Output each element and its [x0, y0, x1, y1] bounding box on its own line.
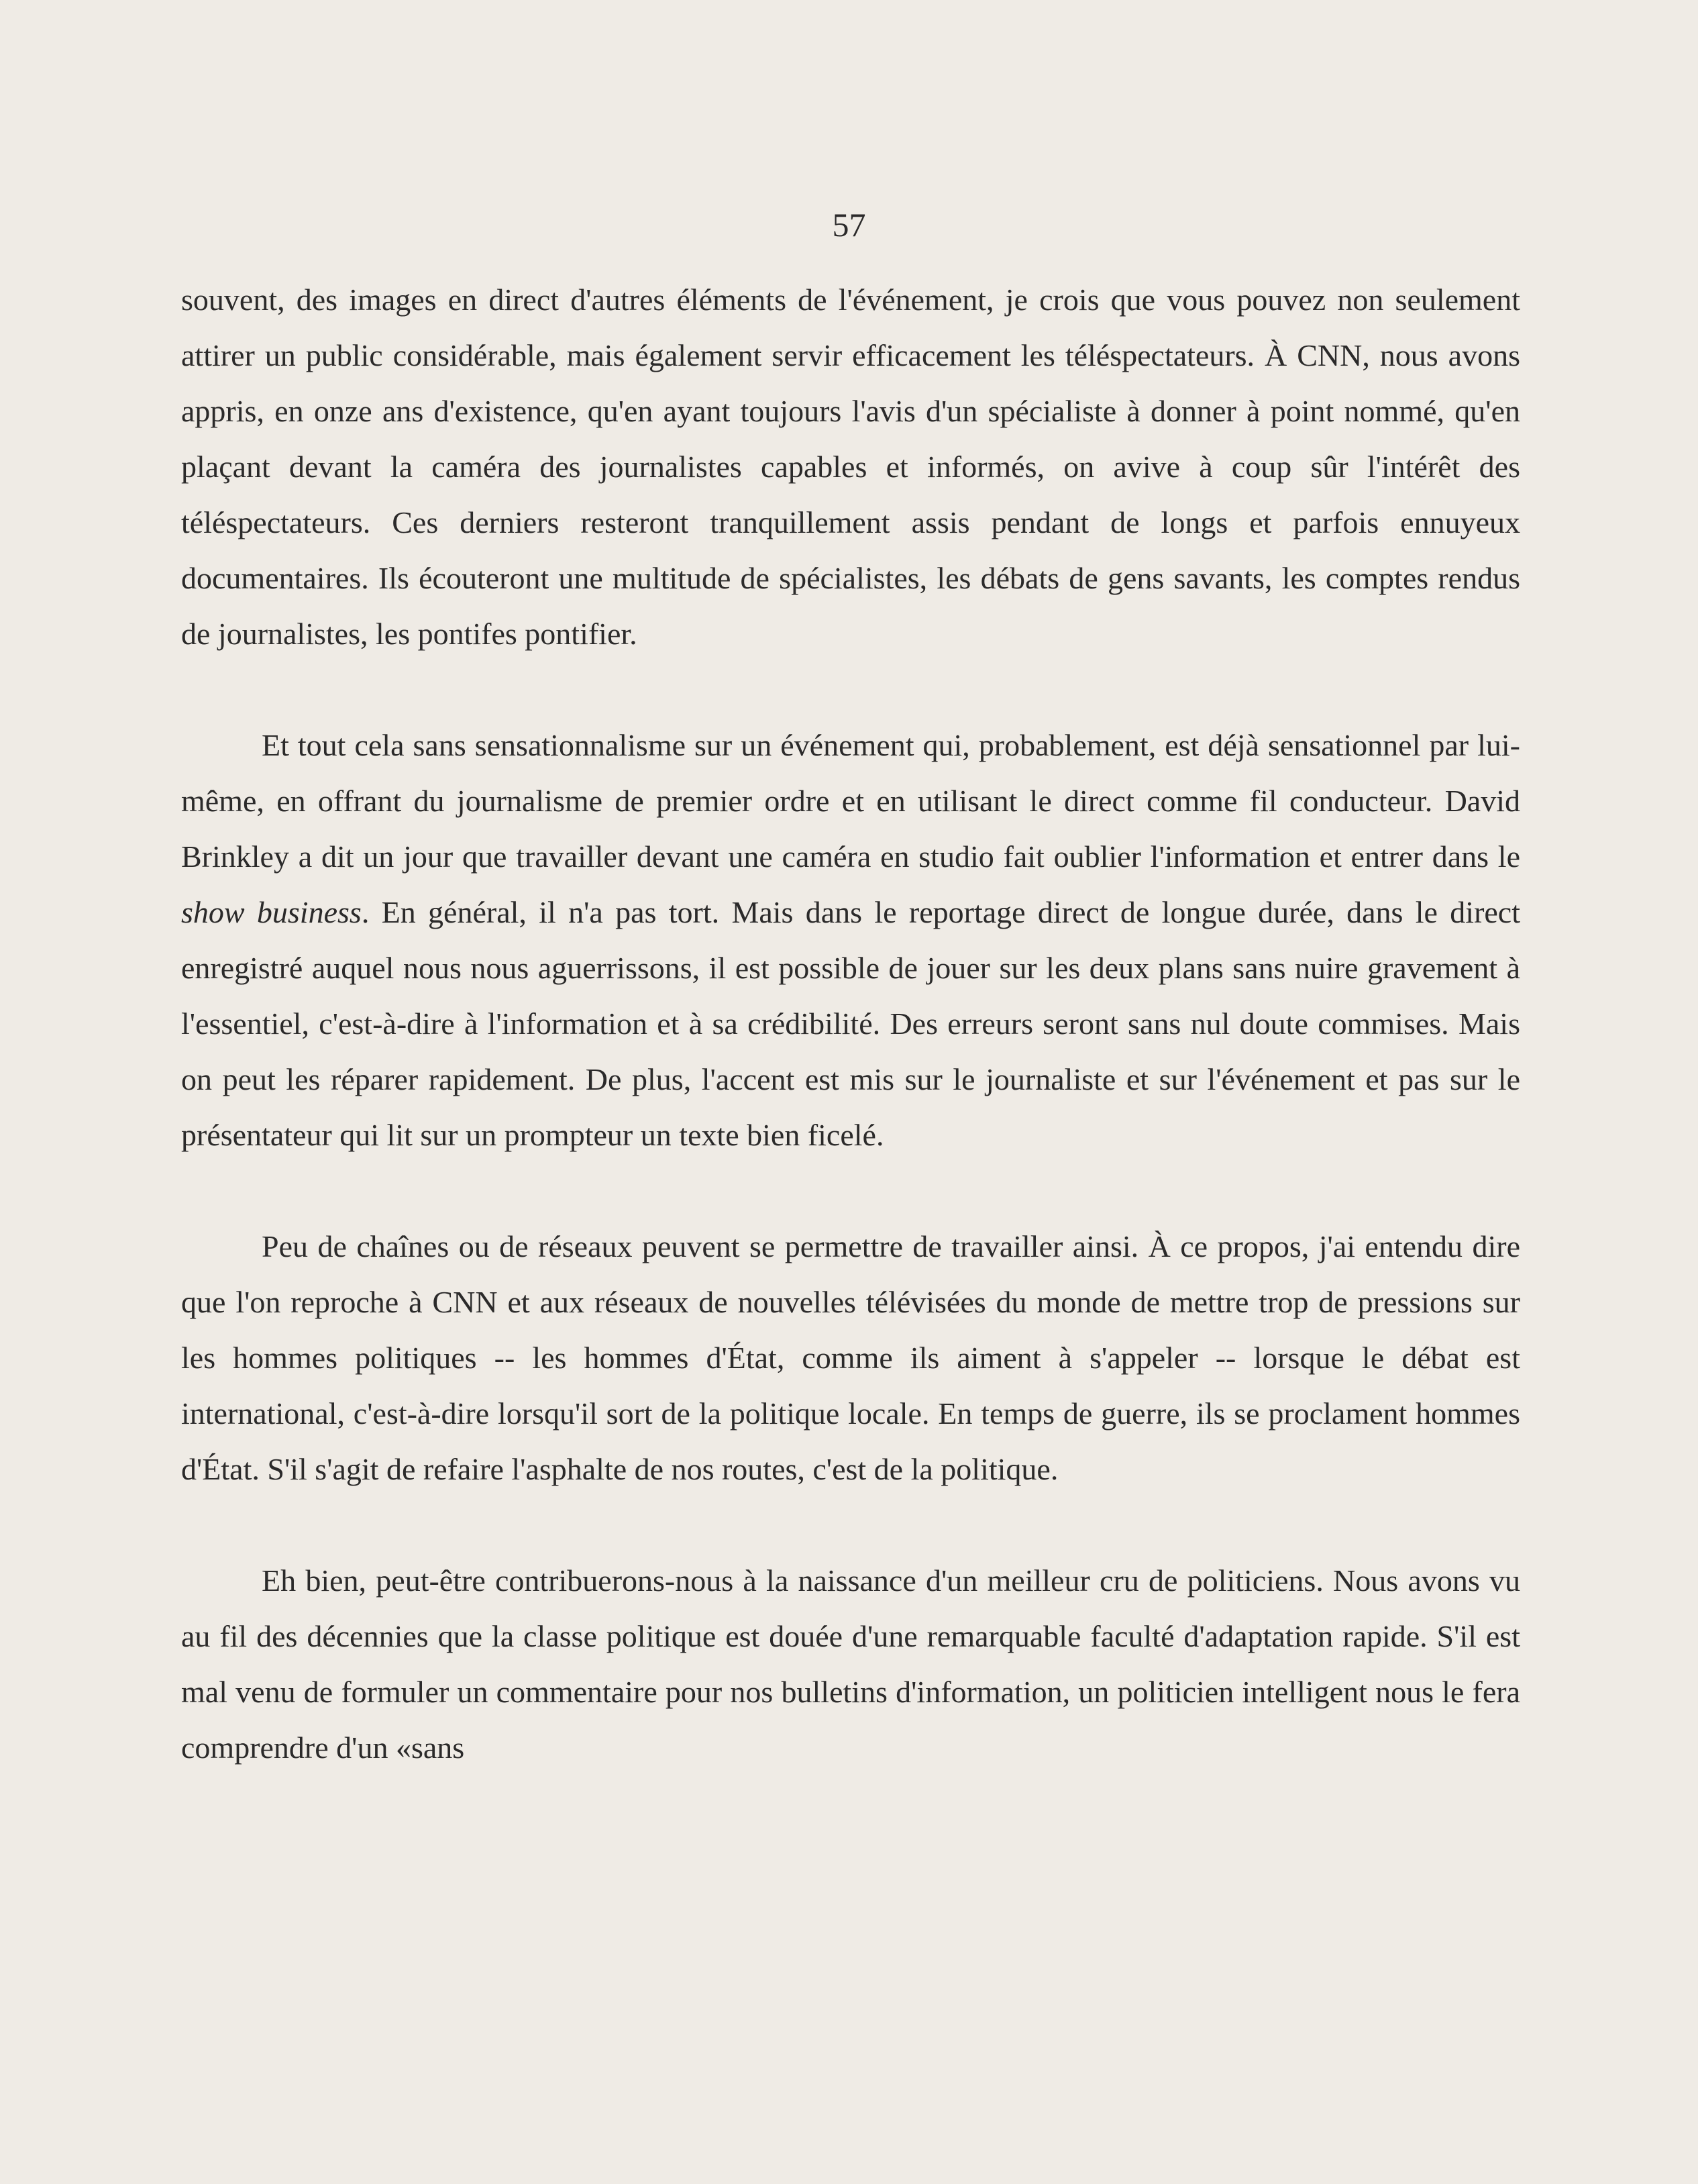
paragraph-3: Peu de chaînes ou de réseaux peuvent se permettre de travailler ainsi. À ce propos, j'ai entendu dire que l'on reproche à CNN et aux réseaux de nouvelles télévisées du monde de mettre trop de pressions sur les hommes politiques -- les hommes d'État, comme ils aiment à s'appeler -- lorsque le débat est international, c'est-à-dire lorsqu'il sort de la politique locale. En temps de guerre, ils se proclament hommes d'État. S'il s'agit de refaire l'asphalte de nos routes, c'est de la politique. — [181, 1229, 1520, 1486]
paragraph-2-emphasis: show business — [181, 895, 362, 929]
paragraph-2-after: . En général, il n'a pas tort. Mais dans le reportage direct de longue durée, dans le direct enregistré auquel nous nous aguerrissons, il est possible de jouer sur les deux plans sans nuire gravement à l'essentiel, c'est-à-dire à l'information et à sa crédibilité. Des erreurs seront sans nul doute commises. Mais on peut les réparer rapidement. De plus, l'accent est mis sur le journaliste et sur l'événement et pas sur le présentateur qui lit sur un prompteur un texte bien ficelé. — [181, 895, 1521, 1152]
body-text — [181, 272, 1520, 1775]
paragraph-1: souvent, des images en direct d'autres éléments de l'événement, je crois que vous pouvez non seulement attirer un public considérable, mais également servir efficacement les téléspectateurs. À CNN, nous avons appris, en onze ans d'existence, qu'en ayant toujours l'avis d'un spécialiste à donner à point nommé, qu'en plaçant devant la caméra des journalistes capables et informés, on avive à coup sûr l'intérêt des téléspectateurs. Ces derniers resteront tranquillement assis pendant de longs et parfois ennuyeux documentaires. Ils écouteront une multitude de spécialistes, les débats de gens savants, les comptes rendus de journalistes, les pontifes pontifier. — [181, 282, 1520, 651]
paragraph-2-before: Et tout cela sans sensationnalisme sur un événement qui, probablement, est déjà sensationnel par lui-même, en offrant du journalisme de premier ordre et en utilisant le direct comme fil conducteur. David Brinkley a dit un jour que travailler devant une caméra en studio fait oublier l'information et entrer dans le — [181, 728, 1520, 874]
paragraph-2 — [181, 717, 1520, 1163]
page-number: 57 — [832, 206, 866, 244]
paragraph-4: Eh bien, peut-être contribuerons-nous à la naissance d'un meilleur cru de politiciens. Nous avons vu au fil des décennies que la classe politique est douée d'une remarquable faculté d'adaptation rapide. S'il est mal venu de formuler un commentaire pour nos bulletins d'information, un politicien intelligent nous le fera comprendre d'un «sans — [181, 1563, 1520, 1765]
